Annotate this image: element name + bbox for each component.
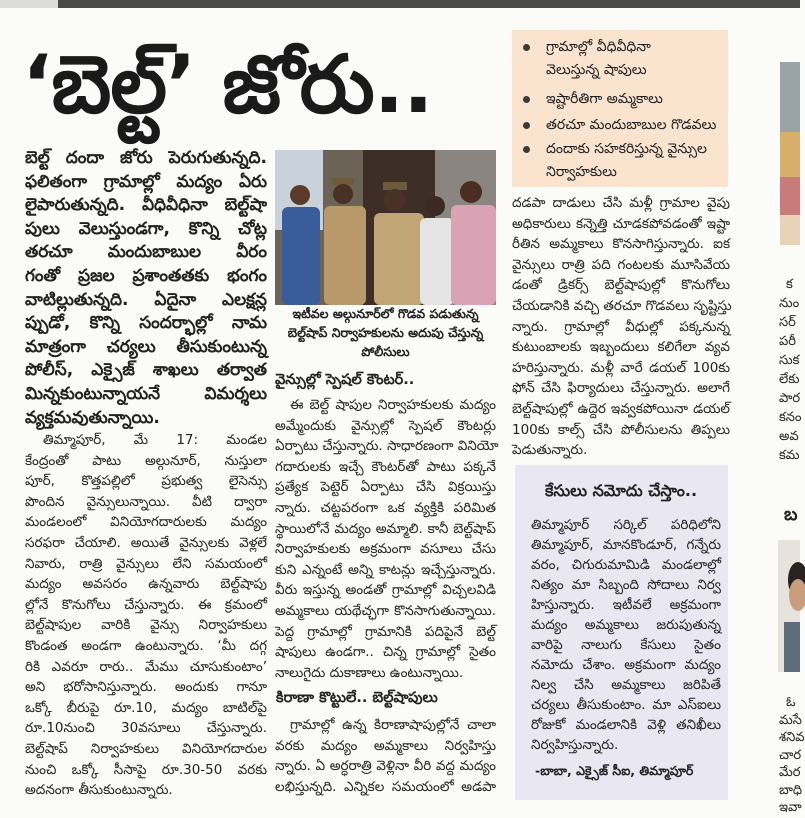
text-line: రోజుకో మండలానికి వెళ్లి తనిఖీలు [531, 717, 721, 733]
text-fragment: లేకు [779, 372, 800, 387]
subheading-kirana-shops: కిరాణా కొట్టులే.. బెల్ట్‌షాపులు [276, 690, 438, 706]
text-line: ల్లోనే కొనుగోలు చేస్తున్నారు. ఈ క్రమంలో [25, 596, 267, 613]
text-line: ప్రత్యేక పెట్టెర్ ఏర్పాటు చేసి విక్రయిస్తు [275, 479, 496, 496]
portrait-shirt [784, 622, 800, 672]
text-line: పెడుతున్నారు. [512, 442, 588, 459]
article-column-3 [512, 193, 730, 463]
text-line: నమోదు చేశాం. అక్రమంగా మద్యం [531, 657, 721, 673]
text-line: అమ్మకాలు యథేచ్ఛగా కొనసాగుతున్నాయి. [275, 602, 496, 619]
adjacent-photo-portrait [778, 540, 800, 672]
text-fragment: కమ [779, 448, 800, 463]
text-line: అమ్మేందుకు వైన్సుల్లో స్పెషల్ కౌంటర్లు [275, 417, 496, 434]
caption-line: బెల్ట్‌షాప్ నిర్వాహకులను అదుపు చేస్తున్న [287, 325, 484, 340]
top-bar [0, 0, 800, 8]
text-line: రికి ఎవరూ రారు.. మేము చూసుకుంటాం’ [25, 658, 267, 675]
text-fragment: ఓ [786, 695, 796, 710]
text-fragment: క [786, 277, 793, 292]
intro-line: మిన్నకుంటున్నాయనే విమర్శలు [25, 383, 267, 404]
intro-line: బెల్ట్ దందా జోరు పెరుగుతున్నది. [25, 148, 267, 168]
bullet-icon [523, 122, 530, 129]
excise-quote-box [515, 465, 728, 800]
text-line: వారిపై నాలుగు కేసులు సైతం [531, 637, 721, 653]
text-fragment: పార [779, 391, 801, 406]
intro-paragraph [25, 147, 267, 431]
highlight-line: వెలుస్తున్న షాపులు [546, 62, 647, 78]
text-line: హిస్తున్నారు. ఇటీవలే అక్రమంగా [531, 597, 721, 613]
bullet-icon [523, 96, 530, 103]
photo-caption [275, 304, 496, 364]
caption-line: పోలీసులు [361, 344, 410, 359]
text-line: న్నారు. గ్రామాల్లో వీధుల్లో పక్కనున్న [512, 318, 730, 335]
text-line: అదనంగా తీసుకుంటున్నారు. [25, 782, 173, 799]
text-line: కుటుంబాలకు ఇబ్బందులు కలిగేలా వ్యవ [512, 339, 730, 356]
top-bar-left-segment [0, 0, 58, 8]
text-line: చేయడానికి వచ్చి తరచూ గొడవలు సృష్టిస్తు [512, 297, 732, 314]
intro-line: వ్యక్తమవుతున్నాయి. [25, 407, 160, 428]
intro-line: పులు వెలుస్తుండగా, కొన్ని చోట్ల [25, 218, 267, 239]
text-line: వరం, చిగురుమామిడి మండలాల్లో [531, 557, 721, 573]
intro-line: ఫలితంగా గ్రామాల్లో మద్యం ఏరు [25, 171, 267, 192]
text-line: ఏర్పాటు చేస్తున్నారు. సాధారణంగా వినియో [275, 438, 499, 455]
photo-region [780, 177, 800, 215]
text-fragment: సుక [779, 353, 800, 368]
text-line: అధికారులు కన్నెత్తి చూడకపోవడంతో ఇష్టా [512, 215, 730, 232]
text-line: నివారు, రాత్రి వైన్సులు లేని సమయంలో [25, 555, 267, 572]
text-line: వరకు మద్యం అమ్మకాలు నిర్వహిస్తు [275, 737, 496, 754]
bullet-icon [523, 44, 530, 51]
text-line: గ్రామాల్లో ఉన్న కిరాణాషాపుల్లోనే చాలా [290, 717, 496, 733]
text-fragment: మసే [779, 712, 802, 728]
adjacent-heading-fragment: బ [784, 504, 798, 525]
highlight-line: ఇష్టారీతిగా అమ్మకాలు [546, 91, 663, 107]
text-line: న్నారు. ఏ అర్ధరాత్రి వెళ్లినా వీరి వద్ద మద్యం [275, 758, 496, 775]
intro-line: గంతో ప్రజల ప్రశాంతతకు భంగం [25, 265, 267, 286]
text-fragment: చార [779, 747, 802, 763]
text-fragment: మేర [779, 765, 801, 780]
text-fragment: పరీ [779, 334, 796, 349]
text-line: కుని ఎన్నంటే అన్ని కాటన్లు ఇచ్చేస్తున్నారు. [275, 561, 496, 578]
text-line: రీతిన అమ్మకాలు కొనసాగిస్తున్నారు. ఐక [512, 236, 730, 253]
section-special-counter-body [275, 395, 499, 685]
text-line: తిమ్మాపూర్, మే 17: మండల [43, 432, 267, 448]
text-line: పెద్ద గ్రామాల్లో గ్రామానికి పదిపైనే బెల్ట్ [275, 623, 496, 640]
text-line: వీరు ఇస్తున్న అండతో గ్రామాల్లో విచ్చలవిడి [275, 582, 496, 599]
photo-region [780, 215, 800, 245]
text-line: బెల్ట్‌షాపుల వారికి వైన్సు నిర్వాహకులు [25, 617, 267, 634]
text-line: నిర్వాహకులకు అక్రమంగా వసూలు చేసు [275, 541, 496, 558]
highlight-item [512, 138, 728, 184]
intro-line: మాత్రంగా చర్యలు తీసుకుంటున్న [25, 336, 267, 357]
highlight-line: తరచూ మందుబాబుల గొడవలు [546, 117, 717, 133]
text-line: షాపులు ఉండగా.. చిన్న గ్రామాల్లో సైతం [275, 644, 496, 661]
text-line: తిమ్మాపూర్, మానకొండూర్, గన్నేరు [531, 537, 721, 553]
section-kirana-body [275, 715, 496, 801]
excise-box-heading: కేసులు నమోదు చేస్తాం.. [545, 481, 698, 500]
text-line: తిమ్మాపూర్ సర్కిల్ పరిధిలోని [531, 517, 721, 533]
text-line: ఒక్కో బీరుపై రూ.10, మద్యం బాటిల్‌పై [25, 699, 267, 716]
text-line: 100కు కాల్స్ చేసి పోలీసులను తిప్పలు [512, 421, 730, 438]
intro-line: ప్పుడో, కొన్ని సందర్భాల్లో నామ [25, 313, 267, 334]
text-line: ఈ బెల్ట్ షాపుల నిర్వాహకులకు మద్యం [290, 397, 496, 413]
highlight-line: దందాకు సహకరిస్తున్న వైన్సుల [546, 141, 707, 157]
intro-line: పోలీస్, ఎక్సైజ్ శాఖలు తర్వాత [25, 360, 267, 381]
photo-region [780, 132, 800, 177]
text-fragment: నుం [779, 296, 800, 311]
text-line: లభిస్తున్నది. ఎన్నికల సమయంలో అడపా [275, 778, 496, 795]
text-line: చర్యలు తీసుకుంటాం. మా ఎస్‌ఐలు [531, 697, 721, 713]
text-fragment: ఇవా [779, 800, 802, 815]
text-fragment: శనివ [779, 730, 805, 745]
text-line: పూర్, కొత్తపల్లిలో ప్రభుత్వ లైసెన్సు [25, 473, 267, 490]
text-line: గదారులకు ఇచ్చే కౌంటర్‌తో పాటు పక్కనే [275, 458, 496, 475]
intro-line: తరచూ మందుబాబుల వీరం [25, 242, 267, 263]
text-line: బెల్ట్‌షాప్ నిర్వాహకులు వినియోగదారుల [25, 740, 267, 757]
text-line: ఫోన్ చేసి ఫిర్యాదులు చేస్తున్నారు. అలాగే [512, 380, 730, 397]
text-line: న్నారు. చట్టపరంగా ఒక వ్యక్తికి పరిమిత [275, 499, 496, 516]
text-line: కొండంత అండగా ఉంటున్నారు. ‘మీ దగ్గ [25, 637, 267, 654]
intro-line: లైపారుతున్నది. వీధివీధినా బెల్ట్‌షా [25, 195, 267, 216]
text-line: నిల్వ చేసి అమ్మకాలు జరిపితే [531, 677, 721, 693]
headline: ‘బెల్ట్’ జోరు.. [22, 38, 433, 131]
adjacent-column-text-top [779, 275, 800, 467]
text-line: సరఫరా చేయాలి. అయితే వైన్సులకు వెళ్లలే [25, 534, 267, 551]
text-line: రూ.10నుంచి 30వసూలు చేస్తున్నారు. [25, 720, 267, 737]
text-line: మద్యం అమ్మకాలు జరుపుతున్న [531, 617, 721, 633]
highlight-line: గ్రామాల్లో వీధివీధినా [546, 39, 651, 55]
caption-line: ఇటీవల అల్గునూర్‌లో గొడవ పడుతున్న [292, 306, 479, 321]
text-line: మండలంలో వినియోగదారులకు మద్యం [25, 514, 267, 531]
text-line: స్థాయిలోనే మద్యం అమ్మాలి. కానీ బెల్ట్‌షాప్ [275, 520, 496, 537]
text-fragment: కనం [779, 410, 802, 425]
text-line: పొందిన వైన్సులున్నాయి. వీటి ద్వారా [25, 493, 267, 510]
photo-region [780, 62, 800, 132]
excise-box-attribution: -బాబా, ఎక్సైజ్ సీఐ, తిమ్మాపూర్ [535, 763, 694, 778]
intro-line: వాటిల్లుతున్నది. ఏదైనా ఎలక్షన్ల [25, 289, 267, 310]
highlights-box [512, 30, 728, 187]
text-line: హరిస్తున్నారు. మళ్లీ వారే డయల్ 100కు [512, 359, 730, 376]
text-fragment: బాధి [779, 782, 803, 798]
highlight-item [512, 114, 728, 137]
highlight-item [512, 36, 728, 82]
text-line: నిర్వహిస్తున్నారు. [531, 737, 619, 753]
text-line: కేంద్రంతో పాటు అల్గునూర్, నుస్తులా [25, 452, 267, 469]
text-line: నిత్యం మా సిబ్బంది సోదాలు నిర్వ [531, 577, 721, 593]
text-line: మద్యం అవసరం ఉన్నవారు బెల్ట్‌షాపు [25, 576, 267, 593]
text-line: నాలుగైదు దుకాణాలు ఉంటున్నాయి. [275, 664, 464, 681]
news-photo [275, 150, 496, 305]
text-line: వైన్సులు రాత్రి పది గంటలకు మూసివేయ [512, 256, 730, 273]
text-fragment: అవ [779, 429, 799, 444]
adjacent-photo-top [780, 62, 800, 245]
article-column-1 [25, 430, 267, 806]
highlight-line: నిర్వాహకులు [546, 164, 617, 180]
bullet-icon [523, 146, 530, 153]
text-line: అని భరోసానిస్తున్నారు. అందుకు గానూ [25, 679, 267, 696]
excise-box-body [531, 515, 721, 757]
text-line: బెల్ట్‌షాపుల్లో ఉద్దెర ఇవ్వకపోయినా డయల్ [512, 400, 730, 417]
adjacent-column-text-bottom [779, 694, 805, 817]
subheading-special-counter: వైన్సుల్లో స్పెషల్ కౌంటర్.. [275, 372, 415, 388]
text-line: డంతో డ్రికర్స్ బెల్ట్‌షాపుల్లో కొనుగోలు [512, 277, 730, 294]
text-line: దడపా దాడులు చేసి మళ్లీ గ్రామాల వైపు [512, 195, 730, 211]
highlight-item [512, 88, 728, 111]
text-line: నుంచి ఒక్కో సీసాపై రూ.30-50 వరకు [25, 761, 267, 778]
text-fragment: సర్ [779, 315, 796, 330]
